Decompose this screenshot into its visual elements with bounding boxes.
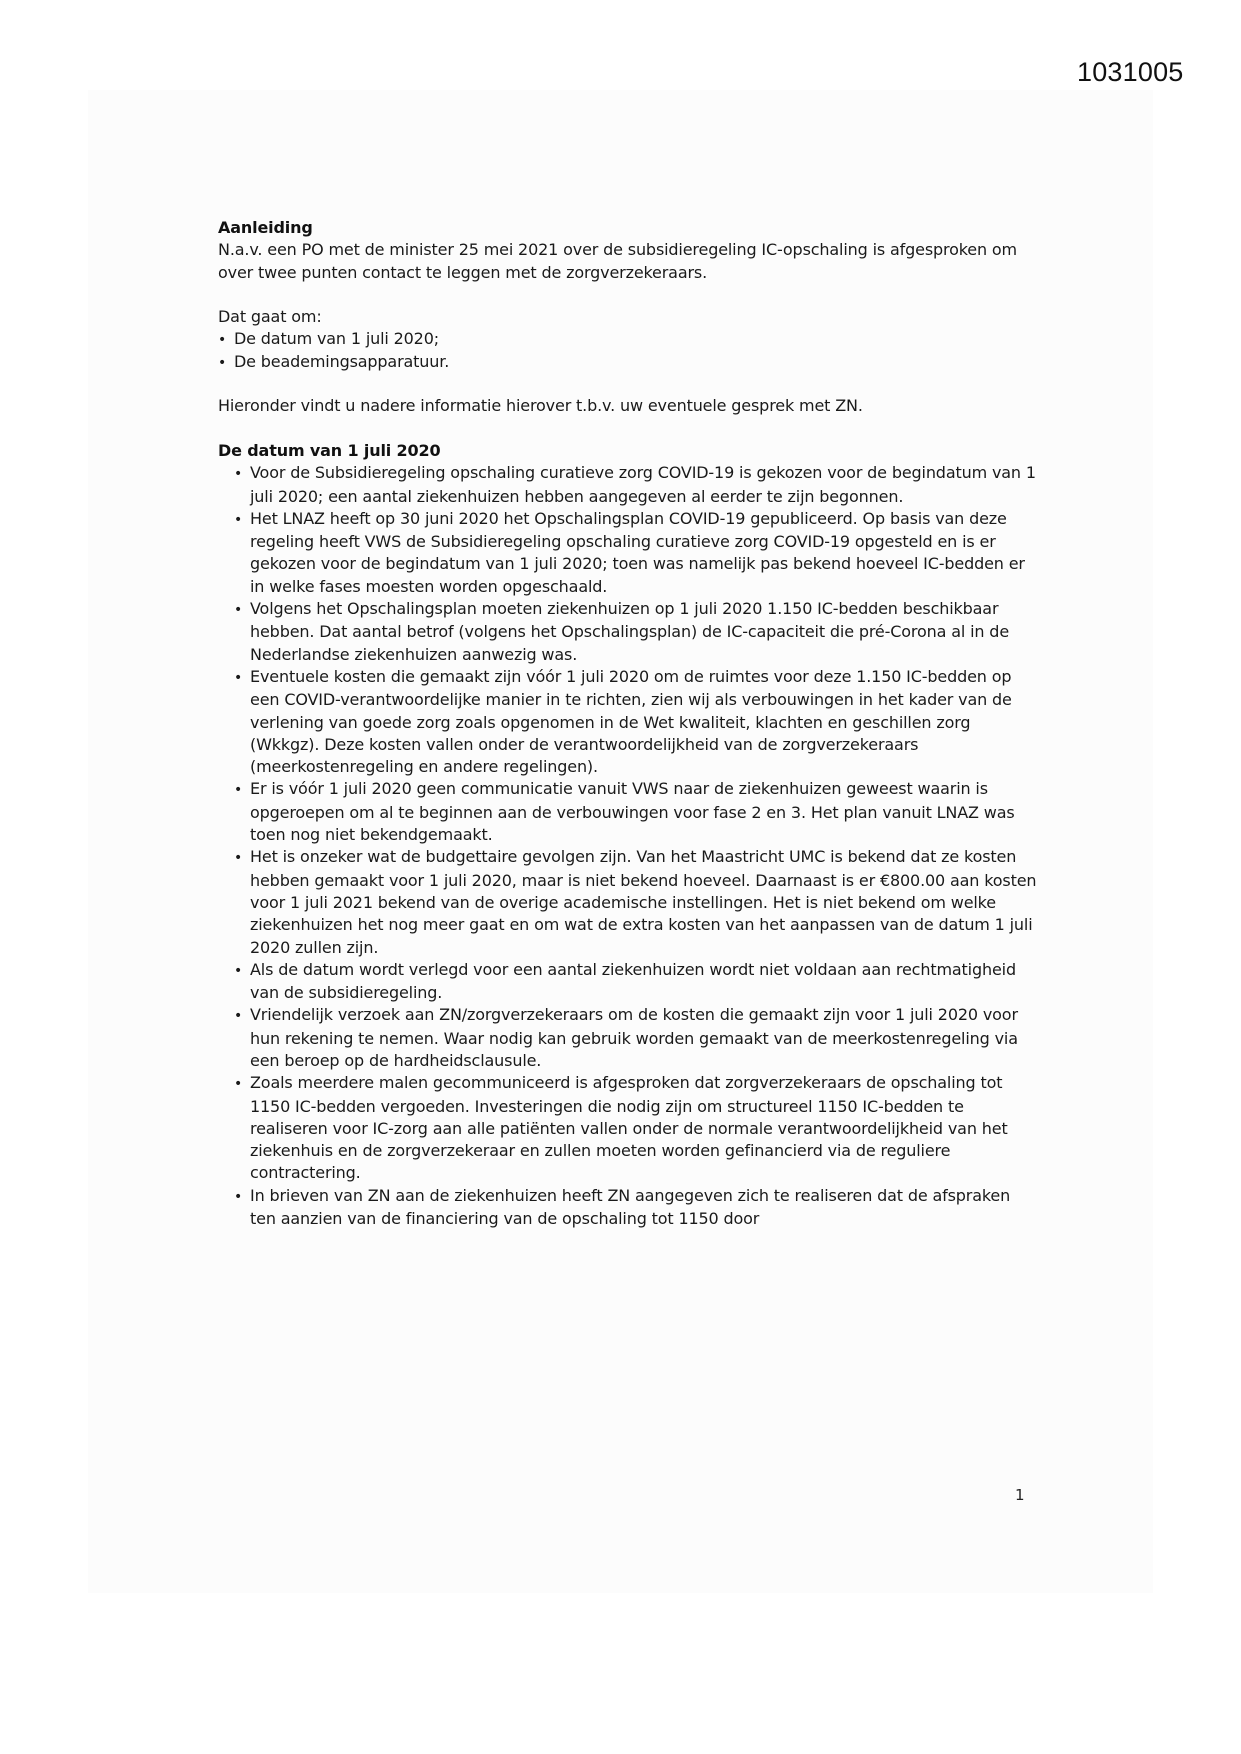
spacer	[218, 284, 1038, 306]
datum-bullet-list	[218, 462, 1038, 1230]
bullet-icon	[234, 846, 250, 869]
list-item: •Voor de Subsidieregeling opschaling curatieve zorg COVID-19 is gekozen voor de begindatum van 1 juli 2020; een aantal ziekenhuizen hebben aangegeven al eerder te zijn begonnen.	[218, 462, 1038, 508]
list-item: •Het is onzeker wat de budgettaire gevolgen zijn. Van het Maastricht UMC is bekend dat ze kosten hebben gemaakt voor 1 juli 2020, maar is niet bekend hoeveel. Daarnaast is er €800.00 aan kosten voor 1 juli 2021 bekend van de overige academische instellingen. Het is niet bekend om welke ziekenhuizen het nog meer gaat en om wat de extra kosten van het aanpassen van de datum 1 juli 2020 zullen zijn.	[218, 846, 1038, 958]
bullet-icon	[234, 598, 250, 621]
list-item: • De datum van 1 juli 2020;	[218, 328, 1038, 350]
list-item: • De beademingsapparatuur.	[218, 351, 1038, 373]
list-intro: Dat gaat om:	[218, 307, 322, 327]
intro-paragraph: N.a.v. een PO met de minister 25 mei 2021 over de subsidieregeling IC-opschaling is afgesproken om over twee punten contact te leggen met de zorgverzekeraars.	[218, 240, 1017, 282]
list-item: •Als de datum wordt verlegd voor een aantal ziekenhuizen wordt niet voldaan aan rechtmatigheid van de subsidieregeling.	[218, 959, 1038, 1005]
section-heading-aanleiding: Aanleiding	[218, 218, 313, 237]
closing-paragraph: Hieronder vindt u nadere informatie hierover t.b.v. uw eventuele gesprek met ZN.	[218, 396, 863, 416]
list-item: •Zoals meerdere malen gecommuniceerd is afgesproken dat zorgverzekeraars de opschaling tot 1150 IC-bedden vergoeden. Investeringen die nodig zijn om structureel 1150 IC-bedden te realiseren voor IC-zorg aan alle patiënten vallen onder de normale verantwoordelijkheid van het ziekenhuis en de zorgverzekeraar en zullen moeten worden gefinancierd via de reguliere contractering.	[218, 1072, 1038, 1184]
list-item: •Volgens het Opschalingsplan moeten ziekenhuizen op 1 juli 2020 1.150 IC-bedden beschikbaar hebben. Dat aantal betrof (volgens het Opschalingsplan) de IC-capaciteit die pré-Corona al in de Nederlandse ziekenhuizen aanwezig was.	[218, 598, 1038, 666]
list-item: •Eventuele kosten die gemaakt zijn vóór 1 juli 2020 om de ruimtes voor deze 1.150 IC-bedden op een COVID-verantwoordelijke manier in te richten, zien wij als verbouwingen in het kader van de verlening van goede zorg zoals opgenomen in de Wet kwaliteit, klachten en geschillen zorg (Wkkgz). Deze kosten vallen onder de verantwoordelijkheid van de zorgverzekeraars (meerkostenregeling en andere regelingen).	[218, 666, 1038, 778]
document-id: 1031005	[1077, 57, 1184, 87]
page-number: 1	[1015, 1486, 1025, 1504]
list-item: •Vriendelijk verzoek aan ZN/zorgverzekeraars om de kosten die gemaakt zijn voor 1 juli 2020 voor hun rekening te nemen. Waar nodig kan gebruik worden gemaakt van de meerkostenregeling via een beroep op de hardheidsclausule.	[218, 1004, 1038, 1072]
spacer	[218, 373, 1038, 395]
bullet-icon	[234, 959, 250, 982]
bullet-icon	[234, 462, 250, 485]
bullet-icon	[234, 666, 250, 689]
spacer	[218, 418, 1038, 440]
bullet-icon	[218, 351, 234, 374]
bullet-icon	[234, 1072, 250, 1095]
topic-list	[218, 328, 1038, 373]
bullet-icon	[234, 1185, 250, 1208]
bullet-icon	[218, 328, 234, 351]
document-body	[218, 217, 1038, 1230]
bullet-icon	[234, 508, 250, 531]
bullet-icon	[234, 778, 250, 801]
list-item: •In brieven van ZN aan de ziekenhuizen heeft ZN aangegeven zich te realiseren dat de afspraken ten aanzien van de financiering van de opschaling tot 1150 door	[218, 1185, 1038, 1231]
list-item: •Het LNAZ heeft op 30 juni 2020 het Opschalingsplan COVID-19 gepubliceerd. Op basis van deze regeling heeft VWS de Subsidieregeling opschaling curatieve zorg COVID-19 opgesteld en is er gekozen voor de begindatum van 1 juli 2020; toen was namelijk pas bekend hoeveel IC-bedden er in welke fases moesten worden opgeschaald.	[218, 508, 1038, 598]
section-heading-datum: De datum van 1 juli 2020	[218, 440, 441, 460]
list-item: •Er is vóór 1 juli 2020 geen communicatie vanuit VWS naar de ziekenhuizen geweest waarin is opgeroepen om al te beginnen aan de verbouwingen voor fase 2 en 3. Het plan vanuit LNAZ was toen nog niet bekendgemaakt.	[218, 778, 1038, 846]
bullet-icon	[234, 1004, 250, 1027]
